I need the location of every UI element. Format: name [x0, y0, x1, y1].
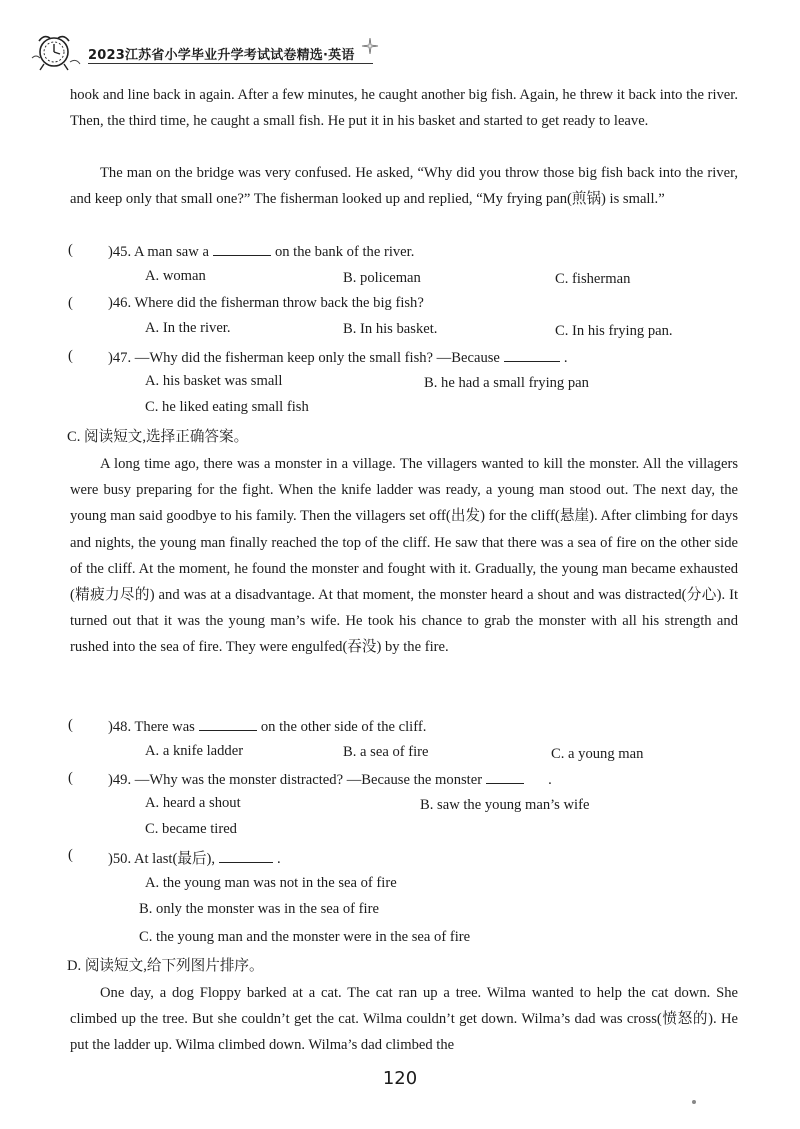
option-b[interactable]: B. only the monster was in the sea of fire — [139, 901, 379, 917]
page-number: 120 — [382, 1068, 418, 1089]
header-divider — [88, 63, 373, 64]
question-text: )48. There was — [108, 719, 195, 735]
option-b[interactable]: B. saw the young man’s wife — [420, 797, 590, 813]
alarm-clock-icon — [30, 32, 82, 72]
option-b[interactable]: B. In his basket. — [343, 321, 438, 337]
header-title: 2023江苏省小学毕业升学考试试卷精选·英语 — [88, 48, 355, 63]
answer-paren[interactable]: ( — [68, 847, 73, 863]
option-a[interactable]: A. heard a shout — [145, 795, 241, 811]
question-text: )49. —Why was the monster distracted? —Because the monster — [108, 772, 483, 788]
answer-paren[interactable]: ( — [68, 770, 73, 786]
option-a[interactable]: A. the young man was not in the sea of fire — [145, 875, 397, 891]
answer-paren[interactable]: ( — [68, 717, 73, 733]
answer-blank[interactable] — [504, 348, 560, 362]
question-text-end: on the bank of the river. — [274, 244, 415, 260]
question-text-end: on the other side of the cliff. — [260, 719, 427, 735]
answer-blank[interactable] — [486, 770, 524, 784]
question-text-end: . — [548, 772, 552, 788]
answer-paren[interactable]: ( — [68, 295, 73, 311]
option-b[interactable]: B. a sea of fire — [343, 744, 429, 760]
section-d-heading: D. 阅读短文,给下列图片排序。 — [67, 958, 264, 974]
option-c[interactable]: C. a young man — [551, 746, 644, 762]
passage-b-paragraph-1: hook and line back in again. After a few minutes, he caught another big fish. Again, he threw it back into the river. Then, the third time, he caught a small fish. He put it in his basket and started to get ready to leave. — [70, 87, 738, 130]
page-header — [30, 32, 370, 72]
question-text: )45. A man saw a — [108, 244, 209, 260]
option-c[interactable]: C. became tired — [145, 821, 237, 837]
option-c[interactable]: C. fisherman — [555, 271, 631, 287]
answer-paren[interactable]: ( — [68, 348, 73, 364]
option-a[interactable]: A. a knife ladder — [145, 743, 244, 759]
question-text-end: . — [277, 851, 281, 867]
sparkle-icon — [360, 36, 380, 56]
option-c[interactable]: C. In his frying pan. — [555, 323, 673, 339]
answer-blank[interactable] — [213, 242, 271, 256]
option-a[interactable]: A. woman — [145, 268, 206, 284]
section-d-passage: One day, a dog Floppy barked at a cat. The cat ran up a tree. Wilma wanted to help the cat down. She climbed up the tree. But she couldn’t get the cat. Wilma couldn’t get down. Wilma’s dad was cross(愤怒的). He put the ladder up. Wilma climbed down. Wilma’s dad climbed the — [70, 985, 738, 1054]
question-text: )47. —Why did the fisherman keep only the small fish? —Because — [108, 350, 500, 366]
scan-speck — [692, 1100, 696, 1104]
section-c-heading: C. 阅读短文,选择正确答案。 — [67, 429, 249, 445]
option-b[interactable]: B. policeman — [343, 270, 421, 286]
answer-blank[interactable] — [219, 849, 273, 863]
section-c-passage: A long time ago, there was a monster in a village. The villagers wanted to kill the monster. All the villagers were busy preparing for the fight. When the knife ladder was ready, a young man stood out. The next day, the young man said goodbye to his family. Then the villagers set off(出发) for the cliff(悬崖). After climbing for days and nights, the young man finally reached the top of the cliff. He saw that there was a sea of fire on the other side of the cliff. At the moment, he found the monster and fought with it. Gradually, the young man became exhausted (精疲力尽的) and was at a disadvantage. At that moment, the monster heard a shout and was distracted(分心). It turned out that it was the young man’s wife. He took his chance to grab the monster with all his strength and rushed into the sea of fire. They were engulfed(吞没) by the fire. — [70, 456, 738, 656]
option-b[interactable]: B. he had a small frying pan — [424, 375, 589, 391]
option-c[interactable]: C. he liked eating small fish — [145, 399, 309, 415]
answer-blank[interactable] — [199, 717, 257, 731]
question-text: )50. At last(最后), — [108, 851, 216, 867]
passage-b-paragraph-2: The man on the bridge was very confused. He asked, “Why did you throw those big fish back into the river, and keep only that small one?” The fisherman looked up and replied, “My frying pan(煎锅) is small.” — [70, 165, 738, 208]
answer-paren[interactable]: ( — [68, 242, 73, 258]
question-text: )46. Where did the fisherman throw back the big fish? — [108, 295, 424, 311]
option-c[interactable]: C. the young man and the monster were in the sea of fire — [139, 929, 471, 945]
question-text-end: . — [563, 350, 568, 366]
option-a[interactable]: A. In the river. — [145, 320, 231, 336]
option-a[interactable]: A. his basket was small — [145, 373, 283, 389]
